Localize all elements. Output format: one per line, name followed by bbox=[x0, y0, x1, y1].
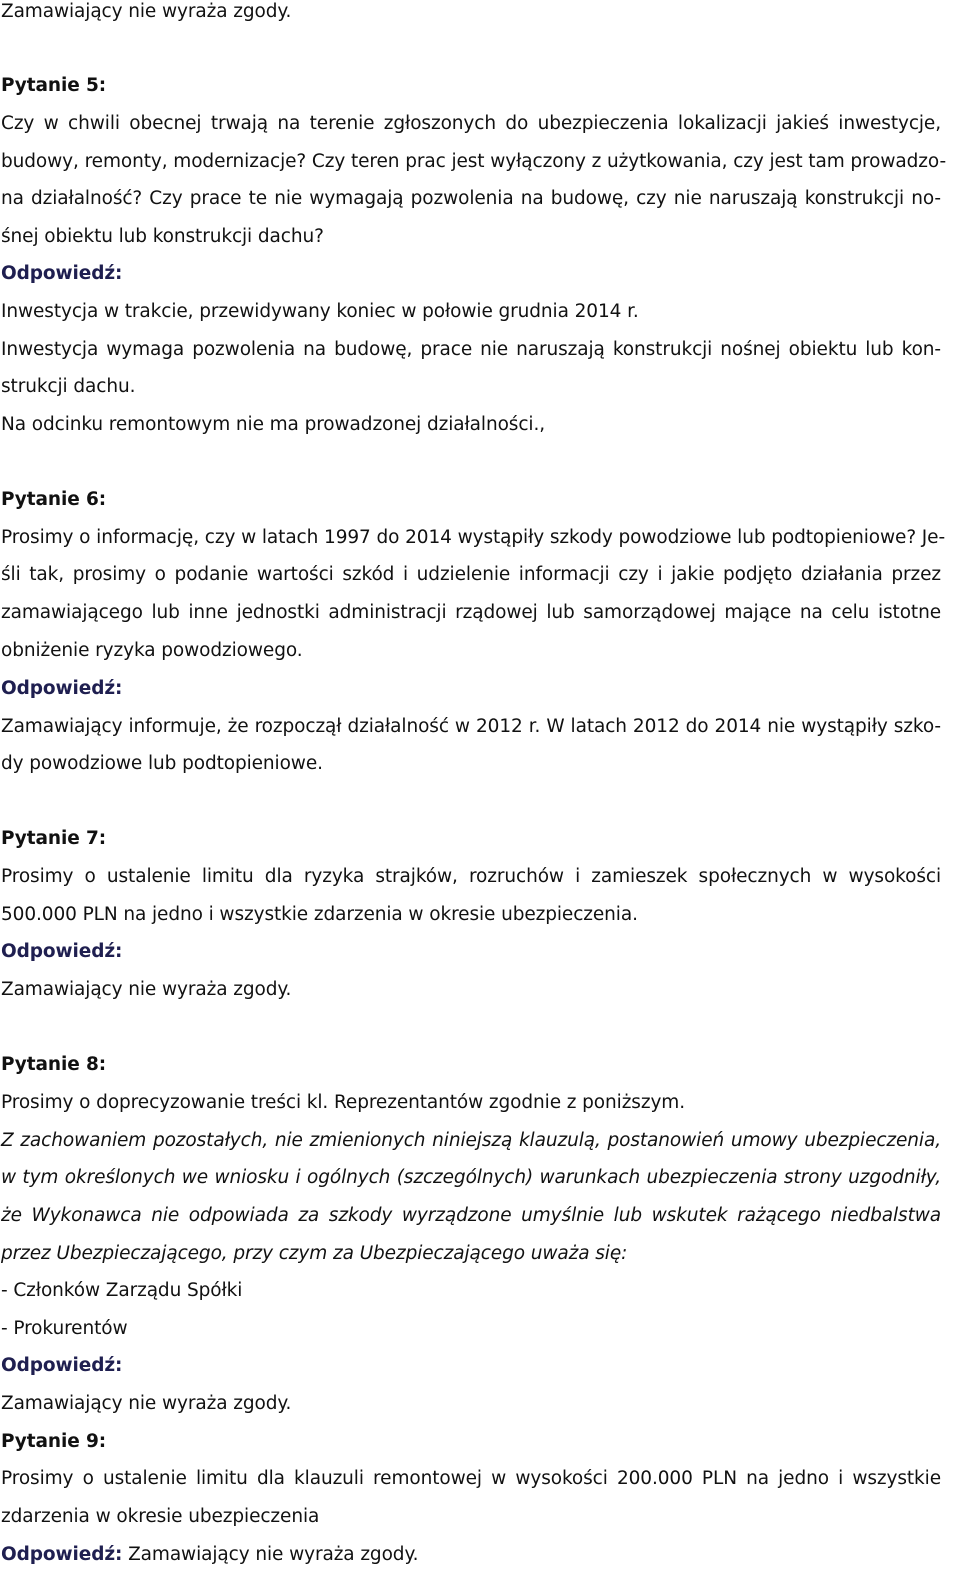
q5-answer-label: Odpowiedź: bbox=[1, 263, 123, 284]
q5-answer-line-2: Inwestycja wymaga pozwolenia na budowę, prace nie naruszają konstrukcji nośnej obiektu lub kon- bbox=[1, 339, 941, 360]
q9-answer-row bbox=[1, 1543, 941, 1567]
q9-answer-text: Zamawiający nie wyraża zgody. bbox=[122, 1544, 419, 1565]
top-answer-text: Zamawiający nie wyraża zgody. bbox=[1, 1, 292, 22]
q5-answer-line-1: Inwestycja w trakcie, przewidywany koniec w połowie grudnia 2014 r. bbox=[1, 301, 639, 322]
q5-line-3: na działalność? Czy prace te nie wymagają pozwolenia na budowę, czy nie naruszają konstrukcji no- bbox=[1, 188, 941, 209]
q5-answer-line-4: Na odcinku remontowym nie ma prowadzonej działalności., bbox=[1, 414, 546, 435]
q5-line-4: śnej obiektu lub konstrukcji dachu? bbox=[1, 226, 324, 247]
q8-line-1: Prosimy o doprecyzowanie treści kl. Reprezentantów zgodnie z poniższym. bbox=[1, 1092, 686, 1113]
q8-list-item-1: - Członków Zarządu Spółki bbox=[1, 1280, 243, 1301]
q5-heading: Pytanie 5: bbox=[1, 75, 107, 96]
q8-italic-line-1: Z zachowaniem pozostałych, nie zmienionych niniejszą klauzulą, postanowień umowy ubezpieczenia, bbox=[1, 1130, 941, 1151]
q6-line-4: obniżenie ryzyka powodziowego. bbox=[1, 640, 303, 661]
q6-line-3: zamawiającego lub inne jednostki administracji rządowej lub samorządowej mające na celu istotne bbox=[1, 602, 941, 623]
q8-italic-line-4: przez Ubezpieczającego, przy czym za Ubezpieczającego uważa się: bbox=[1, 1243, 628, 1264]
q5-answer-line-3: strukcji dachu. bbox=[1, 376, 136, 397]
q7-line-1: Prosimy o ustalenie limitu dla ryzyka strajków, rozruchów i zamieszek społecznych w wysokości bbox=[1, 866, 941, 887]
q7-heading: Pytanie 7: bbox=[1, 828, 107, 849]
q9-heading: Pytanie 9: bbox=[1, 1431, 107, 1452]
q6-line-2: śli tak, prosimy o podanie wartości szkód i udzielenie informacji czy i jakie podjęto działania przez bbox=[1, 564, 941, 585]
q6-answer-label: Odpowiedź: bbox=[1, 678, 123, 699]
q6-answer-line-1: Zamawiający informuje, że rozpoczął działalność w 2012 r. W latach 2012 do 2014 nie wystąpiły szko- bbox=[1, 716, 941, 737]
q7-answer-label: Odpowiedź: bbox=[1, 941, 123, 962]
q7-answer-line-1: Zamawiający nie wyraża zgody. bbox=[1, 979, 292, 1000]
q8-list-item-2: - Prokurentów bbox=[1, 1318, 128, 1339]
q8-heading: Pytanie 8: bbox=[1, 1054, 107, 1075]
q8-italic-line-2: w tym określonych we wniosku i ogólnych (szczególnych) warunkach ubezpieczenia strony uzgodniły, bbox=[1, 1167, 941, 1188]
q5-line-2: budowy, remonty, modernizacje? Czy teren prac jest wyłączony z użytkowania, czy jest tam prowadzo- bbox=[1, 151, 947, 172]
q9-line-1: Prosimy o ustalenie limitu dla klauzuli remontowej w wysokości 200.000 PLN na jedno i wszystkie bbox=[1, 1468, 941, 1489]
q6-line-1: Prosimy o informację, czy w latach 1997 do 2014 wystąpiły szkody powodziowe lub podtopieniowe? Je- bbox=[1, 527, 946, 548]
q7-line-2: 500.000 PLN na jedno i wszystkie zdarzenia w okresie ubezpieczenia. bbox=[1, 904, 638, 925]
q5-line-1: Czy w chwili obecnej trwają na terenie zgłoszonych do ubezpieczenia lokalizacji jakieś inwestycje, bbox=[1, 113, 941, 134]
q6-heading: Pytanie 6: bbox=[1, 489, 107, 510]
q8-answer-line-1: Zamawiający nie wyraża zgody. bbox=[1, 1393, 292, 1414]
q9-line-2: zdarzenia w okresie ubezpieczenia bbox=[1, 1506, 320, 1527]
q8-answer-label: Odpowiedź: bbox=[1, 1355, 123, 1376]
q9-answer-label: Odpowiedź: bbox=[1, 1544, 123, 1565]
q8-italic-line-3: że Wykonawca nie odpowiada za szkody wyrządzone umyślnie lub wskutek rażącego niedbalstwa bbox=[1, 1205, 941, 1226]
q6-answer-line-2: dy powodziowe lub podtopieniowe. bbox=[1, 753, 323, 774]
